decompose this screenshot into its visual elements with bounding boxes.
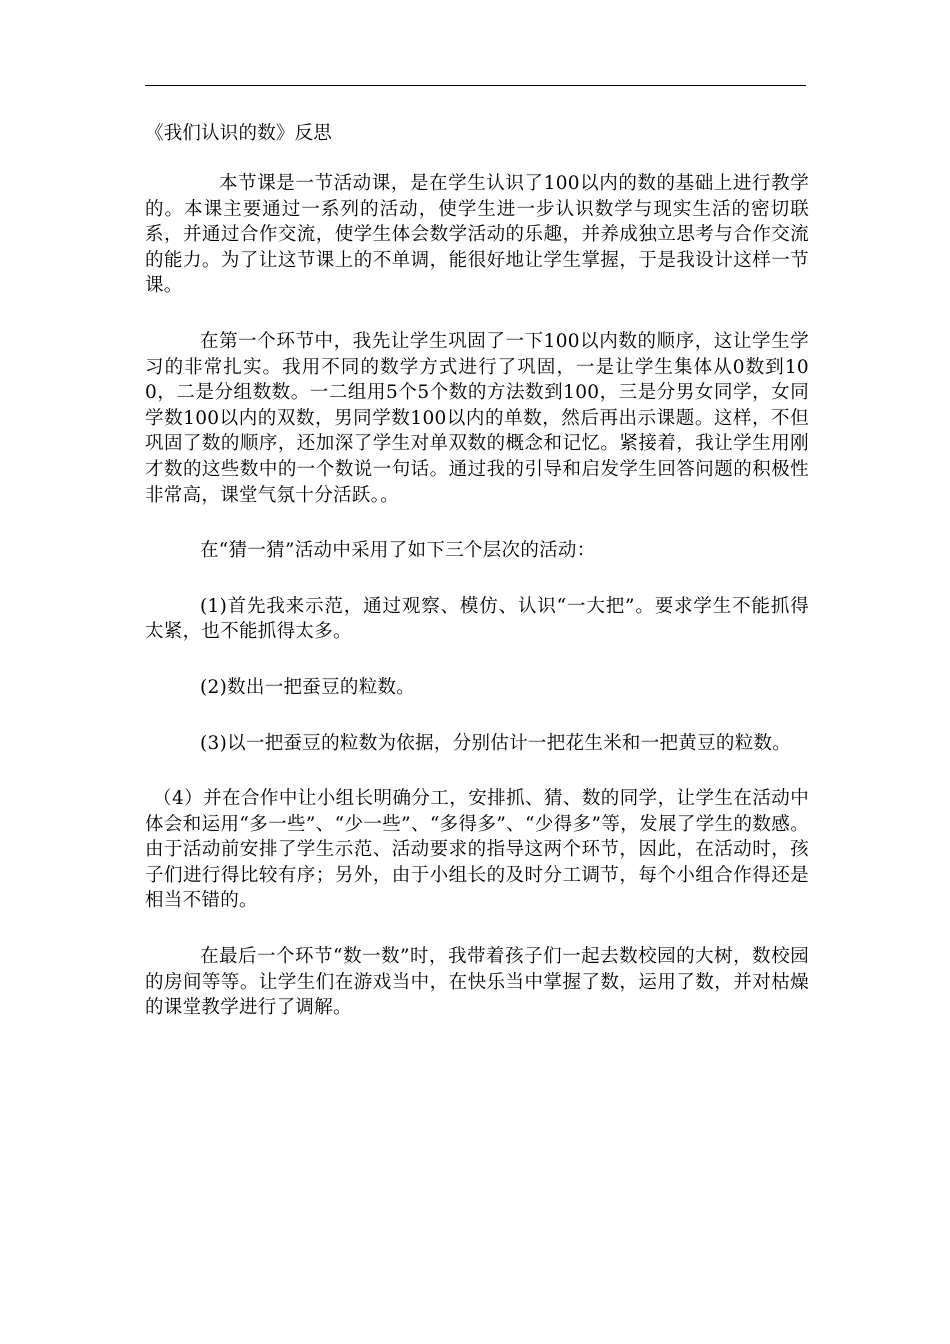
paragraph-final-stage: 在最后一个环节“数一数”时，我带着孩子们一起去数校园的大树，数校园的房间等等。让学生们在游戏当中，在快乐当中掌握了数，运用了数，并对枯燥的课堂教学进行了调解。 — [145, 946, 809, 1019]
paragraph-intro: 本节课是一节活动课，是在学生认识了100以内的数的基础上进行教学的。本课主要通过一系列的活动，使学生进一步认识数学与现实生活的密切联系，并通过合作交流，使学生体会数学活动的乐趣，并养成独立思考与合作交流的能力。为了让这节课上的不单调，能很好地让学生掌握，于是我设计这样一节课。 — [145, 173, 809, 297]
paragraph-step-2: (2)数出一把蚕豆的粒数。 — [200, 676, 416, 698]
document-title: 《我们认识的数》反思 — [145, 123, 333, 144]
paragraph-step-4: （4）并在合作中让小组长明确分工，安排抓、猜、数的同学，让学生在活动中体会和运用“多一些”、“少一些”、“多得多”、“少得多”等，发展了学生的数感。由于活动前安排了学生示范、活动要求的指导这两个环节，因此，在活动时，孩子们进行得比较有序；另外，由于小组长的及时分工调节，每个小组合作得还是相当不错的。 — [145, 788, 809, 912]
paragraph-step-3: (3)以一把蚕豆的粒数为依据，分别估计一把花生米和一把黄豆的粒数。 — [200, 732, 792, 754]
paragraph-first-stage: 在第一个环节中，我先让学生巩固了一下100以内数的顺序，这让学生学习的非常扎实。我用不同的数学方式进行了巩固，一是让学生集体从0数到100，二是分组数数。一二组用5个5个数的方法数到100，三是分男女同学，女同学数100以内的双数，男同学数100以内的单数，然后再出示课题。这样，不但巩固了数的顺序，还加深了学生对单双数的概念和记忆。紧接着，我让学生用刚才数的这些数中的一个数说一句话。通过我的引导和启发学生回答问题的积极性非常高，课堂气氛十分活跃。。 — [145, 330, 809, 506]
header-rule — [145, 85, 806, 86]
paragraph-guess-activity: 在“猜一猜”活动中采用了如下三个层次的活动： — [200, 540, 596, 562]
document-body — [145, 120, 809, 1021]
paragraph-step-1: (1)首先我来示范，通过观察、模仿、认识“一大把”。要求学生不能抓得太紧，也不能抓得太多。 — [145, 595, 809, 643]
